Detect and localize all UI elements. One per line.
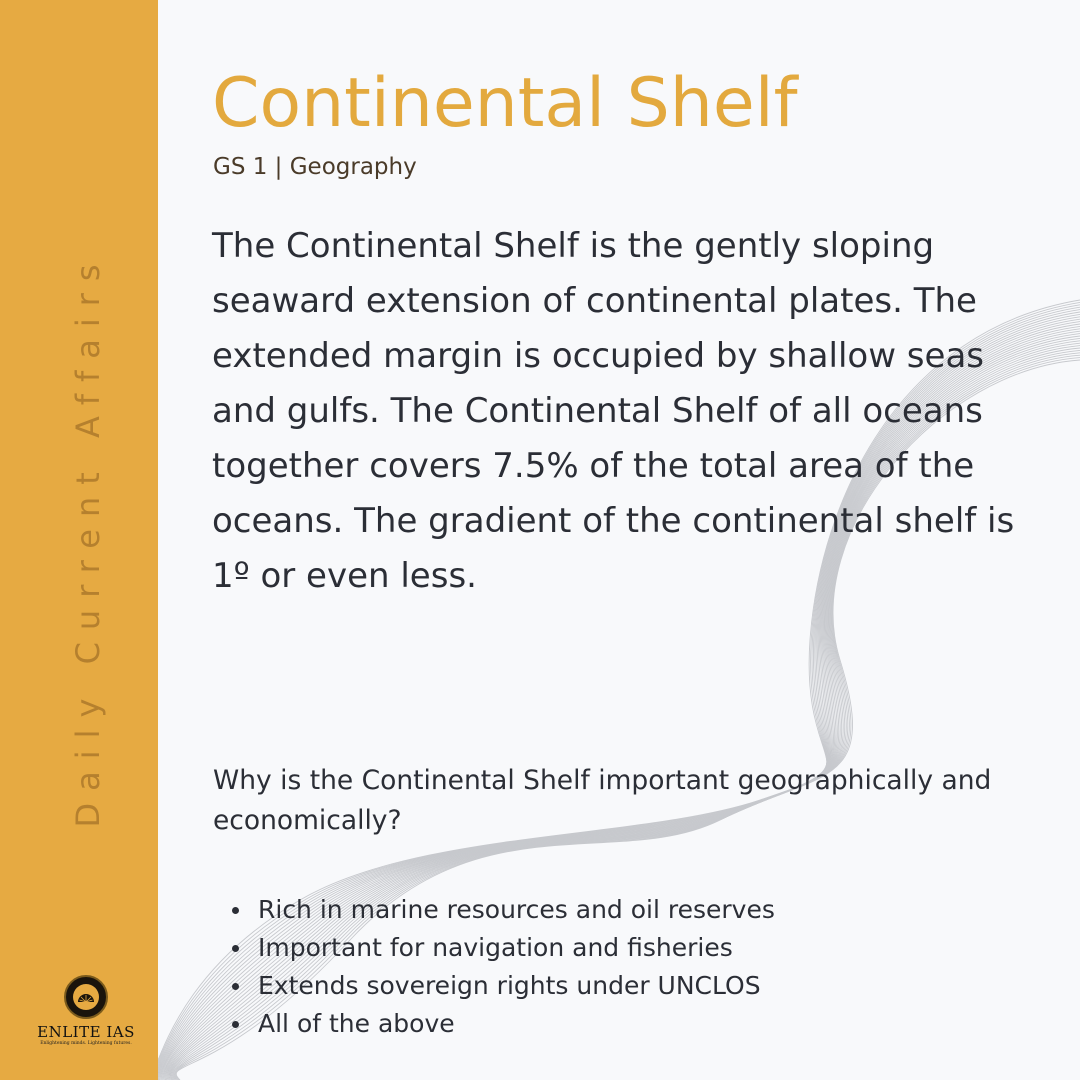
logo-name: ENLITE IAS — [37, 1023, 135, 1041]
option-item: Rich in marine resources and oil reserves — [232, 891, 775, 929]
sidebar — [0, 0, 158, 1080]
option-item: Important for navigation and fisheries — [232, 929, 775, 967]
description-text: The Continental Shelf is the gently sloping seaward extension of continental plates. The extended margin is occupied by shallow seas and gulfs. The Continental Shelf of all oceans together covers 7.5% of the total area of the oceans. The gradient of the continental shelf is 1º or even less. — [212, 226, 1015, 596]
page-subtitle: GS 1 | Geography — [213, 154, 417, 180]
options-list — [232, 891, 775, 1043]
page-title: Continental Shelf — [212, 64, 798, 143]
question-text: Why is the Continental Shelf important geographically and economically? — [213, 765, 992, 836]
option-item: Extends sovereign rights under UNCLOS — [232, 967, 775, 1005]
logo — [36, 975, 136, 1046]
vertical-label: Daily Current Affairs — [69, 252, 107, 828]
logo-tagline: Enlightening minds. Lightening futures. — [40, 1041, 132, 1046]
option-item: All of the above — [232, 1005, 775, 1043]
logo-emblem-icon — [64, 975, 108, 1019]
